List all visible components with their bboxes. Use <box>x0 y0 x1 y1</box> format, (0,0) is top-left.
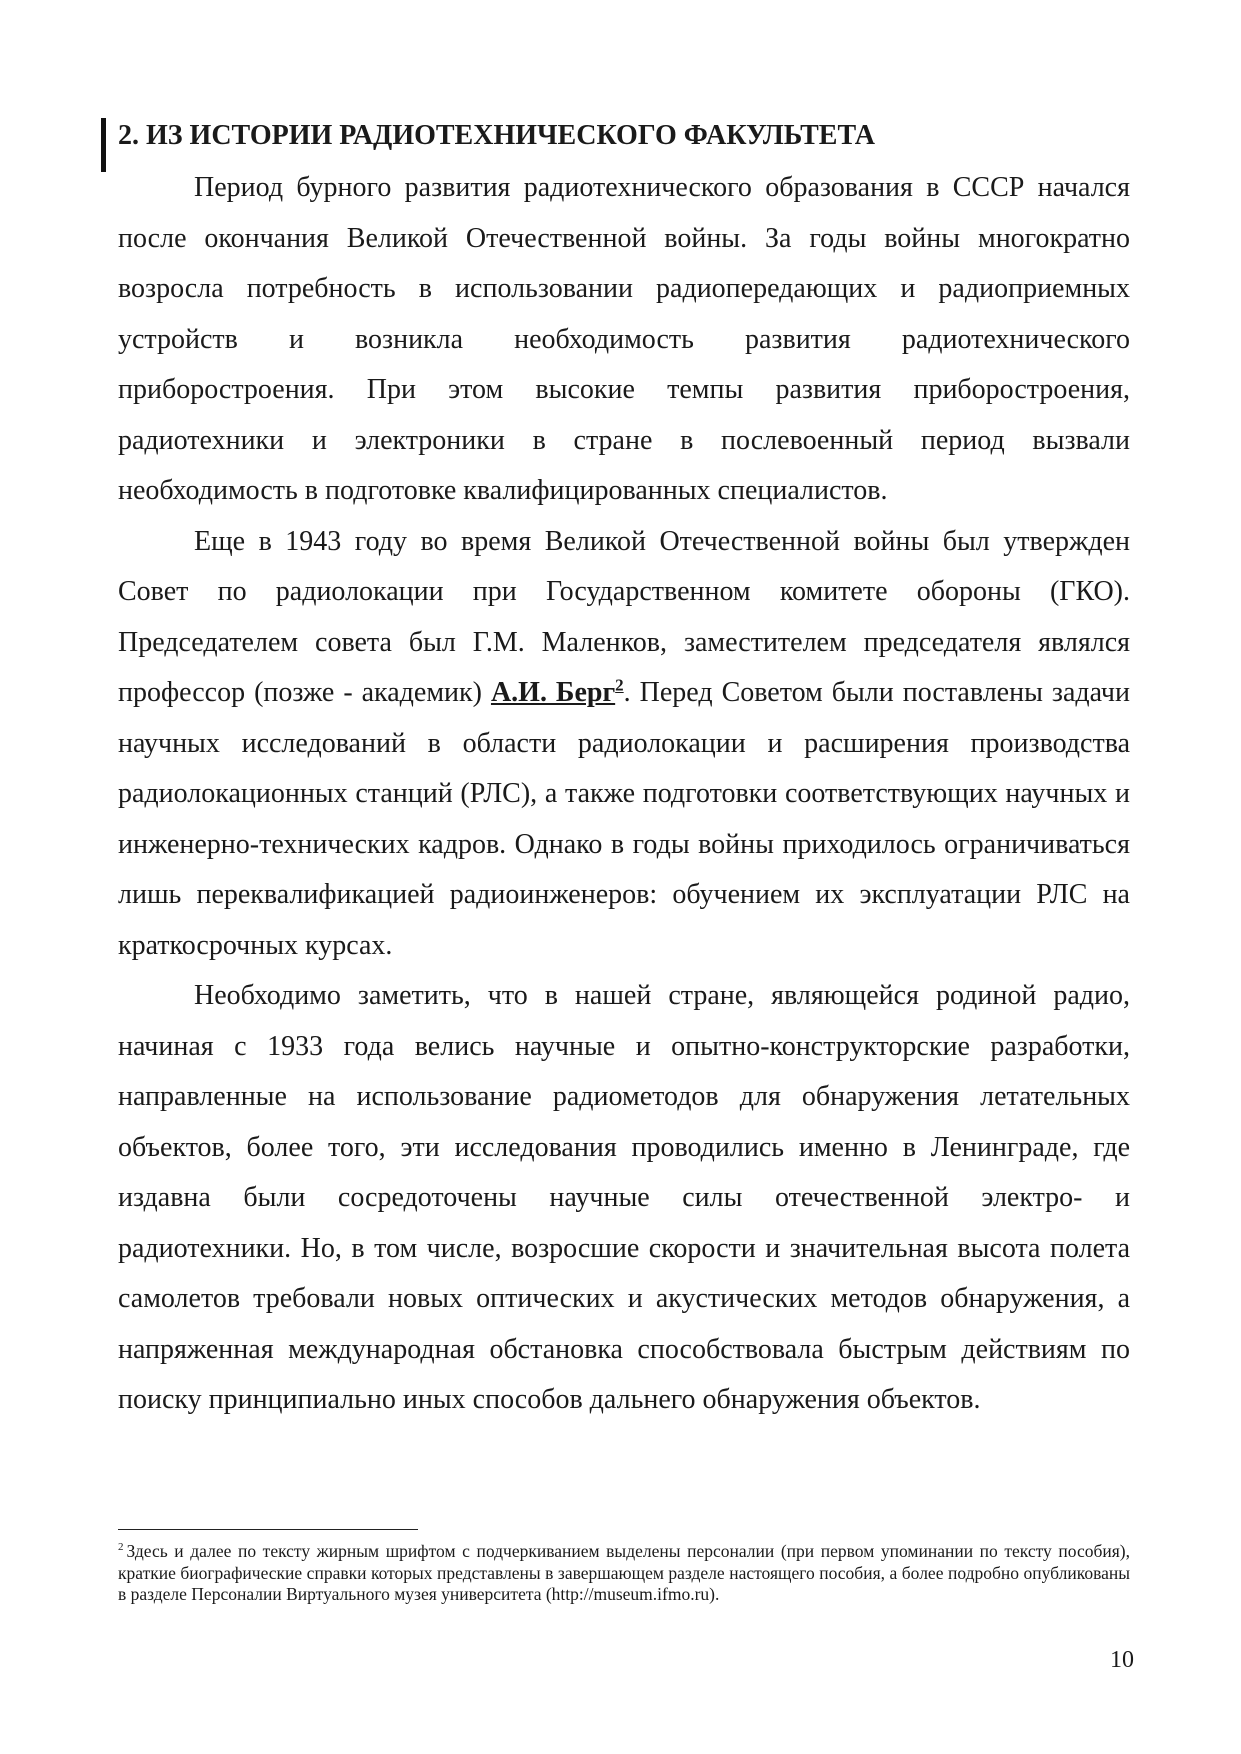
section-heading: 2. ИЗ ИСТОРИИ РАДИОТЕХНИЧЕСКОГО ФАКУЛЬТЕТА <box>118 120 875 151</box>
person-name-berg: А.И. Берг <box>490 677 616 708</box>
paragraph-1: Период бурного развития радиотехнического образования в СССР начался после окончания Великой Отечественной войны. За годы войны многократно возросла потребность в использовании радиопередающих и радиоприемных устройств и возникла необходимость развития радиотехнического приборостроения. При этом высокие темпы развития приборостроения, радиотехники и электроники в стране в послевоенный период вызвали необходимость в подготовке квалифицированных специалистов. <box>118 172 1130 506</box>
paragraph-2 <box>118 517 1130 972</box>
body-text <box>118 163 1130 1426</box>
footnote-text: Здесь и далее по тексту жирным шрифтом с подчеркиванием выделены персоналии (при первом упоминании по тексту пособия), краткие биографические справки которых представлены в завершающем разделе настоящего пособия, а более подробно опубликованы в разделе Персоналии Виртуального музея университета (http://museum.ifmo.ru). <box>118 1541 1130 1604</box>
paragraph-2-text-before: Еще в 1943 году во время Великой Отечественной войны был утвержден Совет по радиолокации при Государственном комитете обороны (ГКО). Председателем совета был Г.М. Маленков, заместителем председателя являлся профессор (позже - академик) <box>118 525 1130 708</box>
page-number: 10 <box>1110 1647 1134 1673</box>
footnote-number: 2 <box>118 1541 124 1554</box>
footnote <box>118 1541 1130 1606</box>
change-bar <box>101 118 106 172</box>
paragraph-3: Необходимо заметить, что в нашей стране, являющейся родиной радио, начиная с 1933 года велись научные и опытно-конструкторские разработки, направленные на использование радиометодов для обнаружения летательных объектов, более того, эти исследования проводились именно в Ленинграде, где издавна были сосредоточены научные силы отечественной электро- и радиотехники. Но, в том числе, возросшие скорости и значительная высота полета самолетов требовали новых оптических и акустических методов обнаружения, а напряженная международная обстановка способствовала быстрым действиям по поиску принципиально иных способов дальнего обнаружения объектов. <box>118 980 1130 1415</box>
footnote-separator <box>118 1529 418 1530</box>
footnote-reference[interactable]: 2 <box>615 675 624 695</box>
paragraph-2-text-after: . Перед Советом были поставлены задачи научных исследований в области радиолокации и расширения производства радиолокационных станций (РЛС), а также подготовки соответствующих научных и инженерно-технических кадров. Однако в годы войны приходилось ограничиваться лишь переквалификацией радиоинженеров: обучением их эксплуатации РЛС на краткосрочных курсах. <box>118 677 1130 961</box>
